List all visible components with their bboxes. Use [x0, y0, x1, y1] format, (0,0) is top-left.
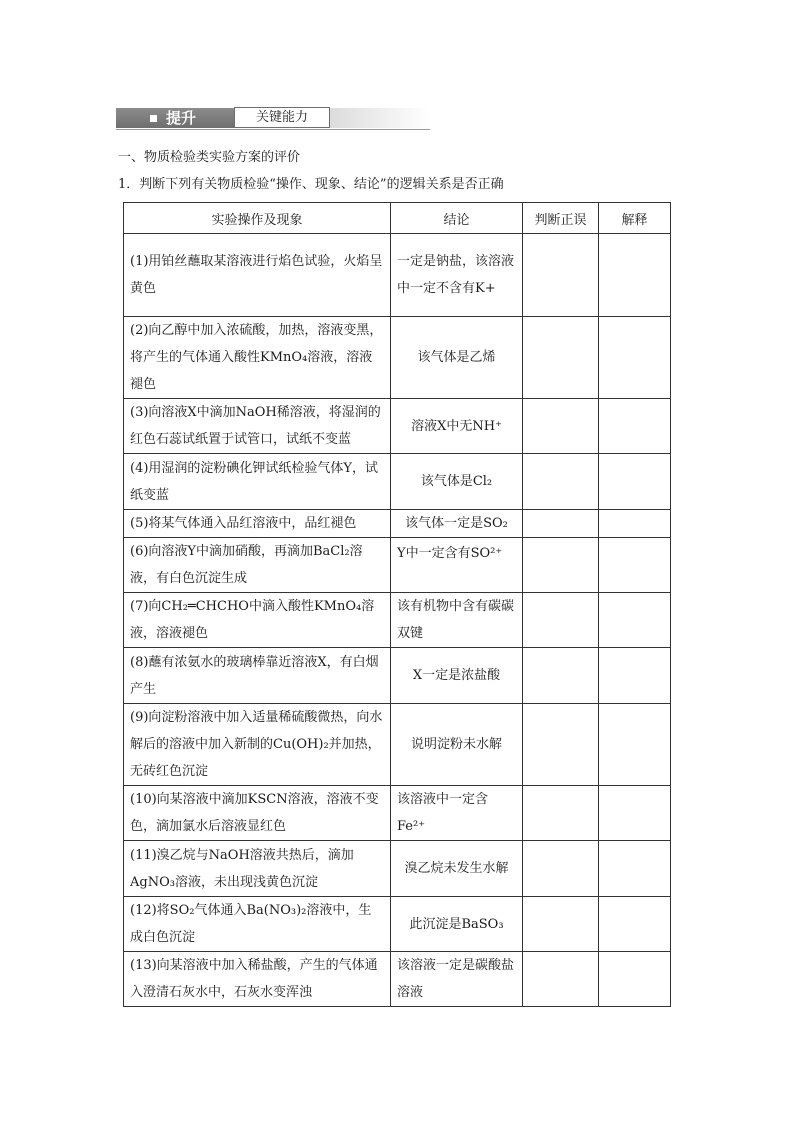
judgement-answer-cell[interactable]: [523, 593, 599, 648]
judgement-answer-cell[interactable]: [523, 510, 599, 538]
judgement-answer-cell[interactable]: [523, 399, 599, 454]
conclusion-cell: 溴乙烷未发生水解: [391, 841, 523, 897]
conclusion-cell: 该溶液一定是碳酸盐溶液: [391, 952, 523, 1007]
header-operation: 实验操作及现象: [124, 203, 391, 234]
judgement-answer-cell[interactable]: [523, 704, 599, 786]
operation-cell: (10)向某溶液中滴加KSCN溶液，溶液不变色，滴加氯水后溶液显红色: [124, 786, 391, 841]
operation-cell: (2)向乙醇中加入浓硫酸，加热，溶液变黑，将产生的气体通入酸性KMnO₄溶液，溶液褪色: [124, 317, 391, 399]
conclusion-cell: 该气体是乙烯: [391, 317, 523, 399]
explanation-answer-cell[interactable]: [599, 454, 671, 510]
table-row: [124, 952, 671, 1007]
table-row: [124, 841, 671, 897]
banner-underline: [116, 129, 430, 130]
table-row: [124, 538, 671, 593]
operation-cell: (13)向某溶液中加入稀盐酸，产生的气体通入澄清石灰水中，石灰水变浑浊: [124, 952, 391, 1007]
section-banner: [116, 106, 430, 130]
conclusion-cell: 溶液X中无NH⁺: [391, 399, 523, 454]
explanation-answer-cell[interactable]: [599, 704, 671, 786]
operation-cell: (7)向CH₂═CHCHO中滴入酸性KMnO₄溶液，溶液褪色: [124, 593, 391, 648]
banner-subtitle: 关键能力: [255, 110, 308, 125]
conclusion-cell: 此沉淀是BaSO₃: [391, 897, 523, 952]
table-row: [124, 317, 671, 399]
conclusion-cell: X一定是浓盐酸: [391, 648, 523, 704]
judgement-table: [123, 202, 671, 1007]
explanation-answer-cell[interactable]: [599, 952, 671, 1007]
explanation-answer-cell[interactable]: [599, 897, 671, 952]
table-row: [124, 648, 671, 704]
question-text: 1．判断下列有关物质检验“操作、现象、结论”的逻辑关系是否正确: [118, 177, 504, 192]
table-row: [124, 704, 671, 786]
table-row: [124, 399, 671, 454]
judgement-answer-cell[interactable]: [523, 952, 599, 1007]
judgement-answer-cell[interactable]: [523, 897, 599, 952]
explanation-answer-cell[interactable]: [599, 234, 671, 317]
table-row: [124, 510, 671, 538]
judgement-answer-cell[interactable]: [523, 841, 599, 897]
operation-cell: (12)将SO₂气体通入Ba(NO₃)₂溶液中，生成白色沉淀: [124, 897, 391, 952]
operation-cell: (4)用湿润的淀粉碘化钾试纸检验气体Y，试纸变蓝: [124, 454, 391, 510]
table-row: [124, 786, 671, 841]
conclusion-cell: 该气体是Cl₂: [391, 454, 523, 510]
judgement-answer-cell[interactable]: [523, 648, 599, 704]
square-bullet-icon: [150, 115, 157, 122]
table-row: [124, 454, 671, 510]
header-explanation: 解释: [599, 203, 671, 234]
operation-cell: (3)向溶液X中滴加NaOH稀溶液，将湿润的红色石蕊试纸置于试管口，试纸不变蓝: [124, 399, 391, 454]
table-row: [124, 593, 671, 648]
conclusion-cell: 该有机物中含有碳碳双键: [391, 593, 523, 648]
table-header-row: [124, 203, 671, 234]
judgement-answer-cell[interactable]: [523, 786, 599, 841]
explanation-answer-cell[interactable]: [599, 399, 671, 454]
banner-fade: [330, 108, 430, 128]
explanation-answer-cell[interactable]: [599, 317, 671, 399]
operation-cell: (6)向溶液Y中滴加硝酸，再滴加BaCl₂溶液，有白色沉淀生成: [124, 538, 391, 593]
judgement-answer-cell[interactable]: [523, 538, 599, 593]
explanation-answer-cell[interactable]: [599, 593, 671, 648]
operation-cell: (9)向淀粉溶液中加入适量稀硫酸微热，向水解后的溶液中加入新制的Cu(OH)₂并加热，无砖红色沉淀: [124, 704, 391, 786]
conclusion-cell: Y中一定含有SO²⁺: [391, 538, 523, 593]
operation-cell: (8)蘸有浓氨水的玻璃棒靠近溶液X，有白烟产生: [124, 648, 391, 704]
operation-cell: (11)溴乙烷与NaOH溶液共热后，滴加AgNO₃溶液，未出现浅黄色沉淀: [124, 841, 391, 897]
judgement-answer-cell[interactable]: [523, 234, 599, 317]
conclusion-cell: 该气体一定是SO₂: [391, 510, 523, 538]
explanation-answer-cell[interactable]: [599, 538, 671, 593]
section-heading: 一、物质检验类实验方案的评价: [118, 150, 301, 165]
table-row: [124, 234, 671, 317]
header-judgement: 判断正误: [523, 203, 599, 234]
explanation-answer-cell[interactable]: [599, 786, 671, 841]
banner-dark-bar: [116, 108, 234, 128]
banner-title: 提升: [166, 109, 197, 127]
header-conclusion: 结论: [391, 203, 523, 234]
operation-cell: (1)用铂丝蘸取某溶液进行焰色试验，火焰呈黄色: [124, 234, 391, 317]
conclusion-cell: 该溶液中一定含Fe²⁺: [391, 786, 523, 841]
explanation-answer-cell[interactable]: [599, 841, 671, 897]
judgement-answer-cell[interactable]: [523, 317, 599, 399]
conclusion-cell: 一定是钠盐，该溶液中一定不含有K+: [391, 234, 523, 317]
table-row: [124, 897, 671, 952]
conclusion-cell: 说明淀粉未水解: [391, 704, 523, 786]
judgement-answer-cell[interactable]: [523, 454, 599, 510]
banner-subtitle-box: [234, 107, 330, 128]
explanation-answer-cell[interactable]: [599, 510, 671, 538]
explanation-answer-cell[interactable]: [599, 648, 671, 704]
operation-cell: (5)将某气体通入品红溶液中，品红褪色: [124, 510, 391, 538]
